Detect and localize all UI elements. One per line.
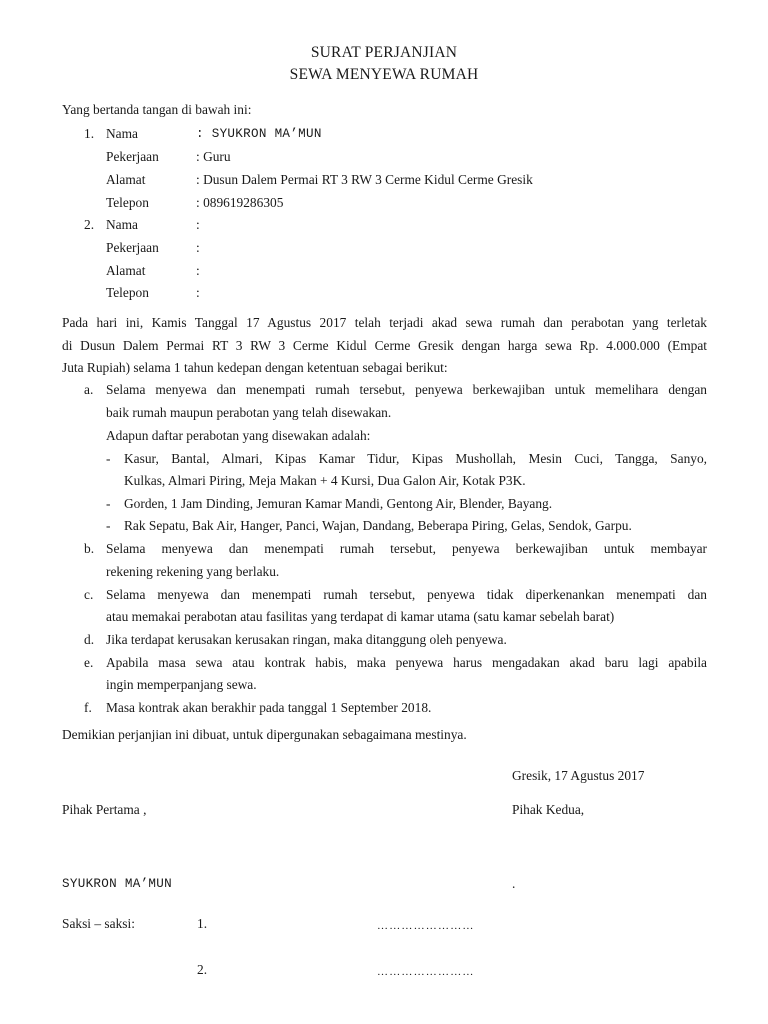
term-d-letter: d. [84, 632, 95, 647]
term-d-line: Jika terdapat kerusakan kerusakan ringan, maka ditanggung oleh penyewa. [106, 632, 507, 647]
paragraph-line: Juta Rupiah) selama 1 tahun kedepan dengan ketentuan sebagai berikut: [62, 360, 448, 375]
paragraph-line: Pada hari ini, Kamis Tanggal 17 Agustus 2017 telah terjadi akad sewa rumah dan perabotan yang terletak [62, 315, 707, 330]
second-party-name: . [512, 876, 516, 891]
closing-text: Demikian perjanjian ini dibuat, untuk dipergunakan sebagaimana mestinya. [62, 727, 467, 742]
party-1-address-label: Alamat [106, 172, 146, 187]
party-2-address-label: Alamat [106, 263, 146, 278]
term-f-line: Masa kontrak akan berakhir pada tanggal 1 September 2018. [106, 700, 432, 715]
party-2-phone-value: : [196, 285, 200, 300]
term-b-letter: b. [84, 541, 95, 556]
term-f-letter: f. [84, 700, 92, 715]
party-2-address-value: : [196, 263, 200, 278]
party-2-name-label: Nama [106, 217, 138, 232]
party-1-phone-label: Telepon [106, 195, 149, 210]
party-1-phone-value: : 089619286305 [196, 195, 284, 210]
furniture-item-line: Gorden, 1 Jam Dinding, Jemuran Kamar Mandi, Gentong Air, Blender, Bayang. [124, 496, 553, 511]
title-line-1: SURAT PERJANJIAN [310, 44, 458, 61]
term-b-line: rekening rekening yang berlaku. [106, 564, 280, 579]
party-2-name-value: : [196, 217, 200, 232]
term-b-line: Selama menyewa dan menempati rumah tersebut, penyewa berkewajiban untuk membayar [106, 541, 707, 556]
title-line-2: SEWA MENYEWA RUMAH [289, 66, 479, 83]
furniture-list-intro: Adapun daftar perabotan yang disewakan adalah: [106, 428, 371, 443]
party-2-job-label: Pekerjaan [106, 240, 159, 255]
paragraph-line: di Dusun Dalem Permai RT 3 RW 3 Cerme Kidul Cerme Gresik dengan harga sewa Rp. 4.000.000 (Empat [62, 338, 707, 353]
list-dash: - [106, 496, 111, 511]
term-e-line: Apabila masa sewa atau kontrak habis, maka penyewa harus mengadakan akad baru lagi apabila [106, 655, 707, 670]
party-1-job-label: Pekerjaan [106, 149, 159, 164]
party-2-phone-label: Telepon [106, 285, 149, 300]
witness-label: Saksi – saksi: [62, 916, 135, 931]
furniture-item-line: Kasur, Bantal, Almari, Kipas Kamar Tidur, Kipas Mushollah, Mesin Cuci, Tangga, Sanyo, [124, 451, 707, 466]
party-2-number: 2. [84, 217, 95, 232]
first-party-name: SYUKRON MA’MUN [62, 877, 173, 891]
witness-1-number: 1. [197, 916, 208, 931]
party-1-number: 1. [84, 126, 95, 141]
term-c-line: Selama menyewa dan menempati rumah tersebut, penyewa tidak diperkenankan menempati dan [106, 587, 707, 602]
witness-2-signature-line: …………………… [377, 966, 475, 978]
party-2-job-value: : [196, 240, 200, 255]
party-1-name-value: : SYUKRON MA’MUN [196, 127, 322, 141]
intro-text: Yang bertanda tangan di bawah ini: [62, 102, 252, 117]
term-a-line: baik rumah maupun perabotan yang telah disewakan. [106, 405, 392, 420]
place-date: Gresik, 17 Agustus 2017 [512, 768, 645, 783]
term-a-letter: a. [84, 382, 94, 397]
first-party-label: Pihak Pertama , [62, 802, 147, 817]
term-e-line: ingin memperpanjang sewa. [106, 677, 257, 692]
party-1-name-label: Nama [106, 126, 138, 141]
furniture-item-line: Rak Sepatu, Bak Air, Hanger, Panci, Wajan, Dandang, Beberapa Piring, Gelas, Sendok, Garpu. [124, 518, 632, 533]
witness-2-number: 2. [197, 962, 208, 977]
party-1-job-value: : Guru [196, 149, 231, 164]
party-1-address-value: : Dusun Dalem Permai RT 3 RW 3 Cerme Kidul Cerme Gresik [196, 172, 533, 187]
term-a-line: Selama menyewa dan menempati rumah tersebut, penyewa berkewajiban untuk memelihara dengan [106, 382, 707, 397]
term-c-letter: c. [84, 587, 94, 602]
term-c-line: atau memakai perabotan atau fasilitas yang terdapat di kamar utama (satu kamar sebelah barat) [106, 609, 615, 624]
term-e-letter: e. [84, 655, 94, 670]
list-dash: - [106, 518, 111, 533]
list-dash: - [106, 451, 111, 466]
furniture-item-line: Kulkas, Almari Piring, Meja Makan + 4 Kursi, Dua Galon Air, Kotak P3K. [124, 473, 526, 488]
second-party-label: Pihak Kedua, [512, 802, 585, 817]
witness-1-signature-line: …………………… [377, 920, 475, 932]
